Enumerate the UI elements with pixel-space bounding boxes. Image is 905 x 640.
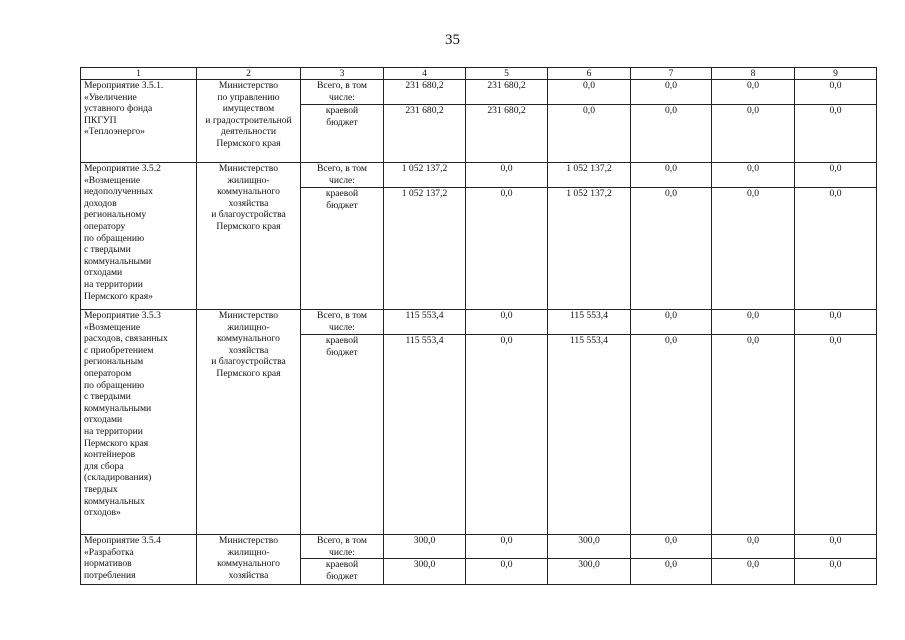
amount-cell: 231 680,2 — [384, 105, 466, 163]
amount-cell: 0,0 — [712, 535, 795, 559]
amount-cell: 0,0 — [712, 80, 795, 105]
table-row — [81, 80, 877, 105]
amount-cell: 231 680,2 — [466, 105, 548, 163]
page-number: 35 — [445, 32, 460, 48]
amount-cell: 300,0 — [384, 559, 466, 585]
amount-cell: 1 052 137,2 — [548, 188, 631, 310]
amount-cell: 231 680,2 — [466, 80, 548, 105]
amount-cell: 300,0 — [548, 559, 631, 585]
amount-cell: 0,0 — [795, 188, 877, 310]
table-row — [81, 535, 877, 559]
amount-cell: 0,0 — [631, 335, 712, 535]
amount-cell: 300,0 — [548, 535, 631, 559]
amount-cell: 0,0 — [466, 535, 548, 559]
amount-cell: 0,0 — [631, 559, 712, 585]
column-header: 4 — [384, 68, 466, 80]
column-header: 8 — [712, 68, 795, 80]
column-header: 5 — [466, 68, 548, 80]
amount-cell: 0,0 — [712, 188, 795, 310]
column-header: 3 — [301, 68, 384, 80]
amount-cell: 0,0 — [795, 105, 877, 163]
amount-cell: 231 680,2 — [384, 80, 466, 105]
column-header: 2 — [197, 68, 301, 80]
amount-cell: 0,0 — [712, 335, 795, 535]
amount-cell: 0,0 — [466, 163, 548, 188]
column-header: 1 — [81, 68, 197, 80]
amount-cell: 0,0 — [631, 535, 712, 559]
funding-source-cell: краевой бюджет — [301, 559, 384, 585]
event-cell: Мероприятие 3.5.3 «Возмещение расходов, связанных с приобретением региональным оператором по обращению с твердыми коммунальными отходами на территории Пермского края контейнеров для сбора (складирования) твердых коммунальных отходов» — [81, 310, 197, 535]
amount-cell: 0,0 — [548, 80, 631, 105]
amount-cell: 0,0 — [466, 188, 548, 310]
amount-cell: 0,0 — [712, 559, 795, 585]
amount-cell: 115 553,4 — [548, 310, 631, 335]
amount-cell: 0,0 — [795, 163, 877, 188]
amount-cell: 0,0 — [631, 80, 712, 105]
amount-cell: 0,0 — [712, 163, 795, 188]
funding-source-cell: краевой бюджет — [301, 188, 384, 310]
amount-cell: 0,0 — [795, 80, 877, 105]
amount-cell: 115 553,4 — [384, 310, 466, 335]
amount-cell: 0,0 — [631, 188, 712, 310]
executor-cell: Министерство по управлению имуществом и градостроительной деятельности Пермского края — [197, 80, 301, 163]
amount-cell: 1 052 137,2 — [384, 188, 466, 310]
amount-cell: 115 553,4 — [548, 335, 631, 535]
header-row — [81, 68, 877, 80]
amount-cell: 0,0 — [548, 105, 631, 163]
event-cell: Мероприятие 3.5.1. «Увеличение уставного фонда ПКГУП «Теплоэнерго» — [81, 80, 197, 163]
funding-source-cell: краевой бюджет — [301, 335, 384, 535]
funding-source-cell: краевой бюджет — [301, 105, 384, 163]
amount-cell: 0,0 — [631, 163, 712, 188]
funding-source-cell: Всего, в том числе: — [301, 310, 384, 335]
funding-source-cell: Всего, в том числе: — [301, 535, 384, 559]
amount-cell: 115 553,4 — [384, 335, 466, 535]
executor-cell: Министерство жилищно- коммунального хозяйства — [197, 535, 301, 585]
budget-table — [80, 67, 877, 585]
executor-cell: Министерство жилищно- коммунального хозяйства и благоустройства Пермского края — [197, 310, 301, 535]
amount-cell: 0,0 — [795, 559, 877, 585]
funding-source-cell: Всего, в том числе: — [301, 80, 384, 105]
executor-cell: Министерство жилищно- коммунального хозяйства и благоустройства Пермского края — [197, 163, 301, 310]
amount-cell: 0,0 — [712, 105, 795, 163]
amount-cell: 0,0 — [795, 335, 877, 535]
amount-cell: 0,0 — [466, 335, 548, 535]
amount-cell: 1 052 137,2 — [548, 163, 631, 188]
amount-cell: 0,0 — [712, 310, 795, 335]
amount-cell: 300,0 — [384, 535, 466, 559]
funding-source-cell: Всего, в том числе: — [301, 163, 384, 188]
amount-cell: 0,0 — [631, 310, 712, 335]
event-cell: Мероприятие 3.5.2 «Возмещение недополученных доходов региональному оператору по обращению с твердыми коммунальными отходами на территории Пермского края» — [81, 163, 197, 310]
column-header: 6 — [548, 68, 631, 80]
amount-cell: 0,0 — [795, 535, 877, 559]
column-header: 7 — [631, 68, 712, 80]
amount-cell: 1 052 137,2 — [384, 163, 466, 188]
table-row — [81, 310, 877, 335]
table-row — [81, 163, 877, 188]
event-cell: Мероприятие 3.5.4 «Разработка нормативов потребления — [81, 535, 197, 585]
amount-cell: 0,0 — [795, 310, 877, 335]
amount-cell: 0,0 — [466, 310, 548, 335]
amount-cell: 0,0 — [466, 559, 548, 585]
amount-cell: 0,0 — [631, 105, 712, 163]
column-header: 9 — [795, 68, 877, 80]
